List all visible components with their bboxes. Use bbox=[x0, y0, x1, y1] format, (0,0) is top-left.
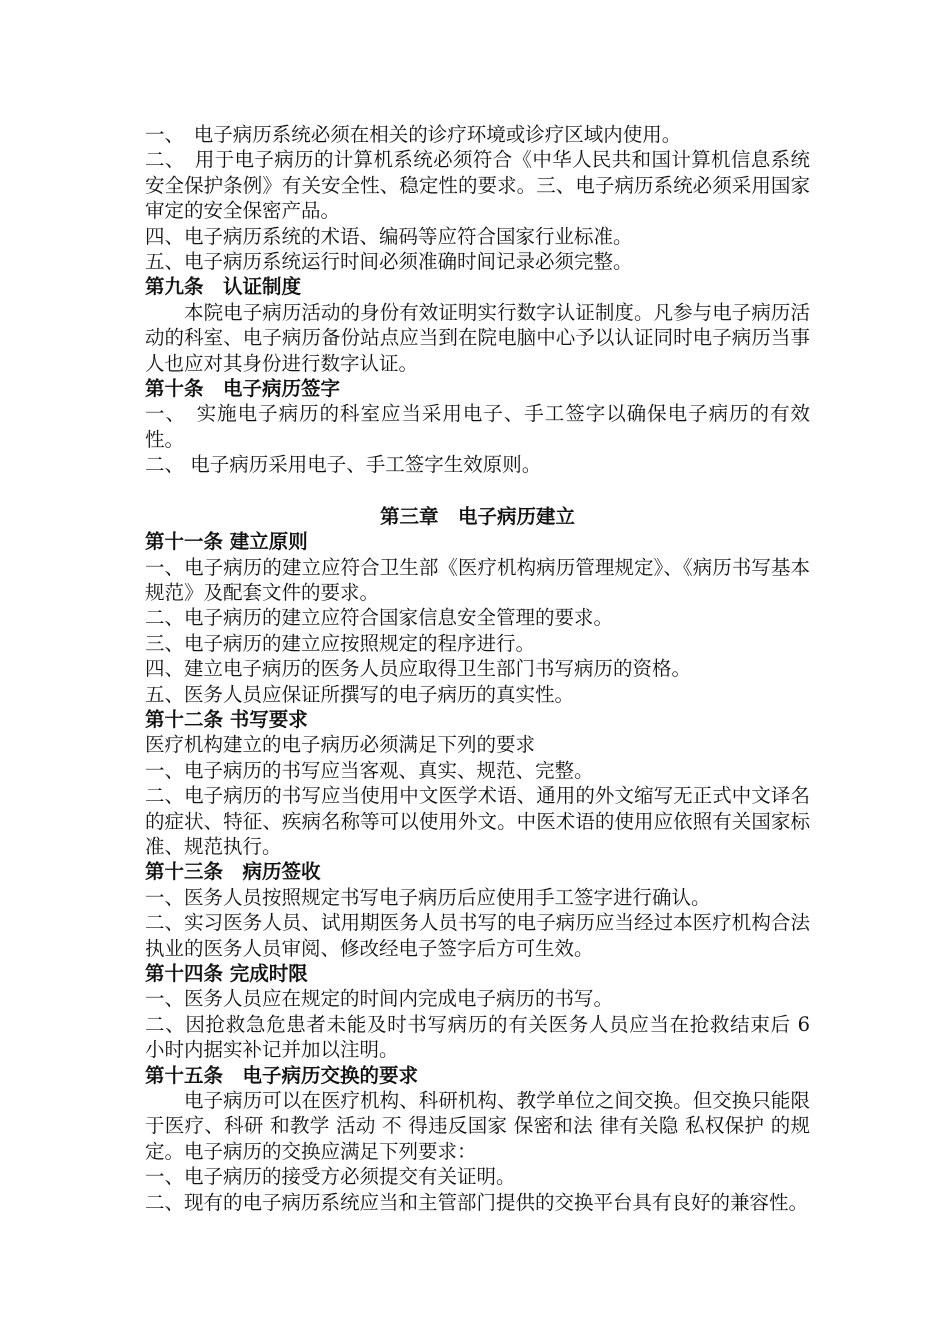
list-item: 二、电子病历的书写应当使用中文医学术语、通用的外文缩写无正式中文译名的症状、特征、疾病名称等可以使用外文。中医术语的使用应依照有关国家标准、规范执行。 bbox=[145, 784, 810, 858]
list-item: 三、电子病历的建立应按照规定的程序进行。 bbox=[145, 631, 536, 655]
article-heading: 第十一条 建立原则 bbox=[145, 530, 308, 554]
article-heading: 第十二条 书写要求 bbox=[145, 707, 308, 731]
list-item: 五、医务人员应保证所撰写的电子病历的真实性。 bbox=[145, 682, 575, 706]
article-heading: 第十三条 病历签收 bbox=[145, 860, 321, 884]
list-item: 二、因抢救急危患者未能及时书写病历的有关医务人员应当在抢救结束后 6 小时内据实补记并加以注明。 bbox=[145, 1012, 810, 1062]
list-item: 一、医务人员按照规定书写电子病历后应使用手工签字进行确认。 bbox=[145, 885, 711, 909]
list-item: 二、 电子病历采用电子、手工签字生效原则。 bbox=[145, 453, 542, 477]
list-item: 一、 实施电子病历的科室应当采用电子、手工签字以确保电子病历的有效性。 bbox=[145, 402, 810, 451]
list-item: 二、电子病历的建立应符合国家信息安全管理的要求。 bbox=[145, 606, 614, 630]
chapter-title: 第三章 电子病历建立 bbox=[379, 504, 575, 528]
list-item: 四、电子病历系统的术语、编码等应符合国家行业标准。 bbox=[145, 224, 633, 248]
article-heading: 第十条 电子病历签字 bbox=[145, 377, 341, 401]
list-item: 四、建立电子病历的医务人员应取得卫生部门书写病历的资格。 bbox=[145, 657, 692, 681]
document-page bbox=[145, 122, 810, 1215]
paragraph: 医疗机构建立的电子病历必须满足下列的要求 bbox=[145, 733, 536, 757]
article-heading: 第十五条 电子病历交换的要求 bbox=[145, 1063, 419, 1087]
paragraph: 电子病历可以在医疗机构、科研机构、教学单位之间交换。但交换只能限于医疗、科研 和教学 活动 不 得违反国家 保密和法 律有关隐 私权保护 的规定。电子病历的交换应满足下列要求： bbox=[145, 1089, 810, 1163]
article-heading: 第十四条 完成时限 bbox=[145, 962, 308, 985]
list-item: 二、 用于电子病历的计算机系统必须符合《中华人民共和国计算机信息系统安全保护条例》有关安全性、稳定性的要求。三、电子病历系统必须采用国家审定的安全保密产品。 bbox=[145, 148, 810, 223]
list-item: 一、电子病历的接受方必须提交有关证明。 bbox=[145, 1165, 516, 1189]
list-item: 一、 电子病历系统必须在相关的诊疗环境或诊疗区域内使用。 bbox=[145, 123, 682, 146]
list-item: 五、电子病历系统运行时间必须准确时间记录必须完整。 bbox=[145, 250, 633, 274]
list-item: 一、电子病历的建立应符合卫生部《医疗机构病历管理规定》、《病历书写基本规范》及配套文件的要求。 bbox=[145, 555, 810, 604]
list-item: 二、实习医务人员、试用期医务人员书写的电子病历应当经过本医疗机构合法执业的医务人员审阅、修改经电子签字后方可生效。 bbox=[145, 911, 810, 960]
list-item: 二、现有的电子病历系统应当和主管部门提供的交换平台具有良好的兼容性。 bbox=[145, 1190, 809, 1214]
article-heading: 第九条 认证制度 bbox=[145, 275, 302, 299]
list-item: 一、医务人员应在规定的时间内完成电子病历的书写。 bbox=[145, 987, 614, 1011]
list-item: 一、电子病历的书写应当客观、真实、规范、完整。 bbox=[145, 758, 594, 782]
paragraph: 本院电子病历活动的身份有效证明实行数字认证制度。凡参与电子病历活动的科室、电子病历备份站点应当到在院电脑中心予以认证同时电子病历当事人也应对其身份进行数字认证。 bbox=[145, 300, 810, 375]
